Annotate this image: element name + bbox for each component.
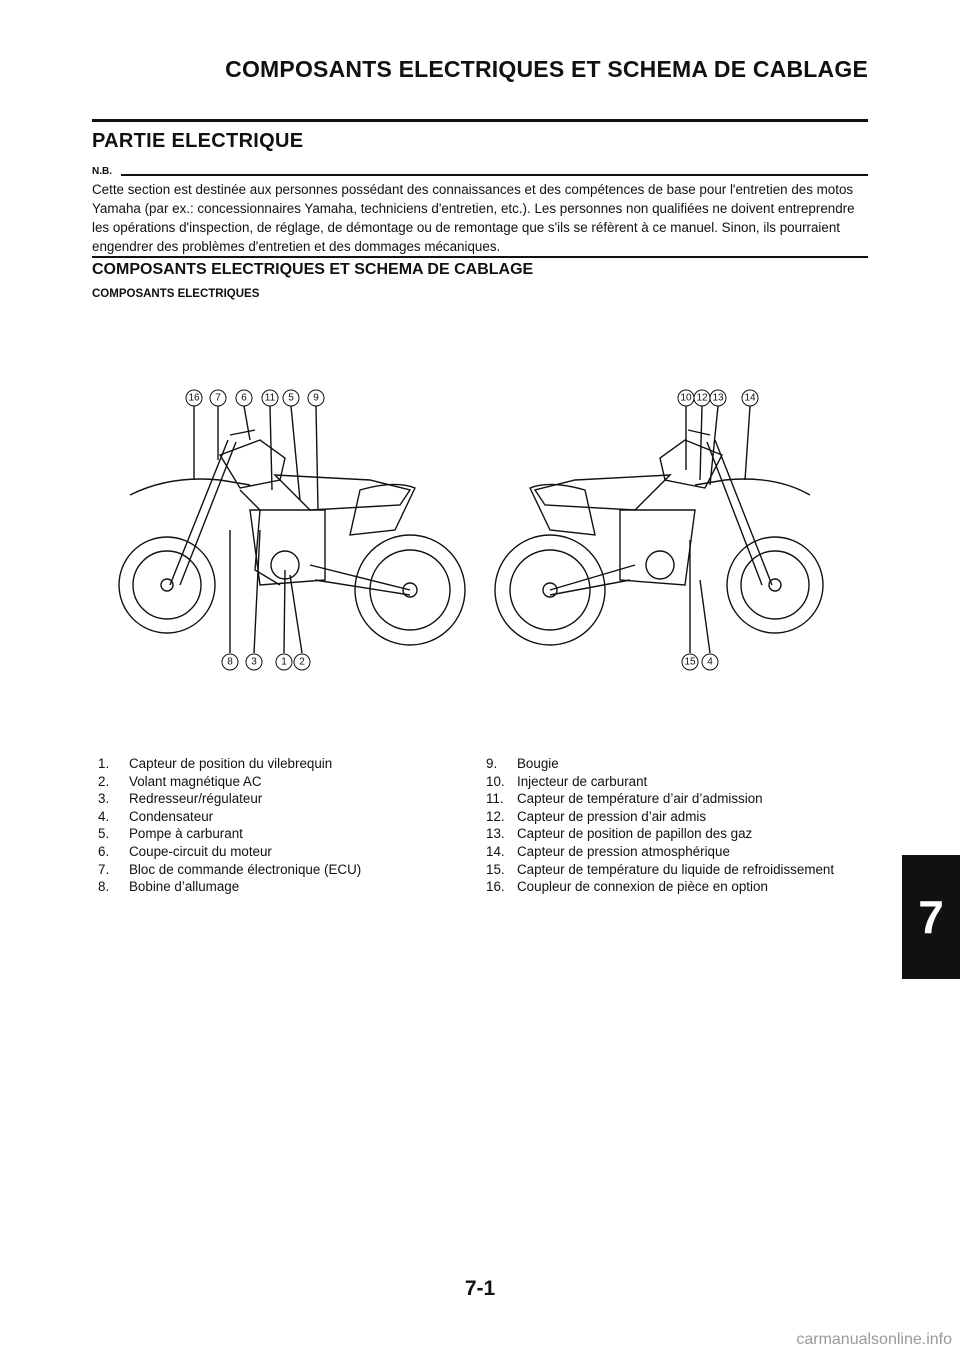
callout-3 — [246, 654, 262, 670]
svg-text:13: 13 — [712, 392, 724, 404]
callout-leader-lines — [194, 406, 750, 653]
callout-1 — [276, 654, 292, 670]
legend-text: Volant magnétique AC — [129, 773, 262, 789]
legend-text: Condensateur — [129, 808, 214, 824]
svg-text:3: 3 — [251, 656, 257, 668]
section-title: PARTIE ELECTRIQUE — [92, 130, 304, 152]
legend-number: 16. — [486, 879, 505, 895]
svg-text:7: 7 — [215, 392, 221, 404]
legend-number: 1. — [98, 756, 110, 771]
callout-11 — [262, 390, 278, 406]
legend-right-column — [486, 755, 876, 896]
callout-8 — [222, 654, 238, 670]
callout-5 — [283, 390, 299, 406]
legend-text: Injecteur de carburant — [517, 773, 648, 789]
note-rule — [121, 174, 868, 176]
subsection-subtitle: COMPOSANTS ELECTRIQUES — [92, 288, 260, 300]
legend-item — [486, 843, 876, 861]
legend-item — [98, 843, 458, 861]
legend-number: 12. — [486, 808, 505, 824]
legend-item — [486, 773, 876, 791]
legend-item — [486, 808, 876, 826]
legend-item — [98, 755, 458, 773]
svg-text:16: 16 — [188, 392, 200, 404]
legend-number: 9. — [486, 756, 498, 771]
legend-item — [98, 878, 458, 896]
legend-text: Capteur de pression d’air admis — [517, 808, 707, 824]
legend-text: Bloc de commande électronique (ECU) — [129, 861, 362, 877]
subsection-rule — [92, 256, 868, 258]
page-number: 7-1 — [464, 1277, 496, 1300]
legend-text: Capteur de pression atmosphérique — [517, 843, 730, 859]
legend-text: Bougie — [517, 756, 559, 771]
legend-item — [486, 861, 876, 879]
legend-item — [486, 878, 876, 896]
legend-number: 6. — [98, 843, 110, 859]
legend-text: Capteur de position de papillon des gaz — [517, 826, 753, 842]
callout-7 — [210, 390, 226, 406]
legend-item — [98, 790, 458, 808]
legend-number: 7. — [98, 861, 110, 877]
legend-item — [98, 861, 458, 879]
callout-14 — [742, 390, 758, 406]
callout-4 — [702, 654, 718, 670]
motorcycle-diagram — [110, 380, 830, 680]
svg-text:8: 8 — [227, 656, 233, 668]
callout-9 — [308, 390, 324, 406]
svg-text:2: 2 — [299, 656, 305, 668]
svg-text:10: 10 — [680, 392, 692, 404]
callout-15 — [682, 654, 698, 670]
legend-left-column — [98, 755, 458, 896]
right-top-callouts — [678, 390, 758, 406]
svg-text:12: 12 — [696, 392, 708, 404]
svg-text:4: 4 — [707, 656, 713, 668]
legend-text: Bobine d’allumage — [129, 879, 240, 895]
page-header-title: COMPOSANTS ELECTRIQUES ET SCHEMA DE CABLAGE — [225, 56, 868, 82]
legend-number: 5. — [98, 826, 110, 842]
legend-text: Coupe-circuit du moteur — [129, 843, 272, 859]
left-bottom-callouts — [222, 654, 310, 670]
callout-13 — [710, 390, 726, 406]
legend-number: 4. — [98, 808, 110, 824]
left-motorcycle-drawing — [119, 430, 465, 645]
left-top-callouts — [186, 390, 324, 406]
note-label: N.B. — [92, 166, 112, 177]
legend-item — [486, 825, 876, 843]
legend-number: 13. — [486, 826, 505, 842]
svg-text:9: 9 — [313, 392, 319, 404]
callout-2 — [294, 654, 310, 670]
callout-12 — [694, 390, 710, 406]
note-text: Cette section est destinée aux personnes possédant des connaissances et des compétences de base pour l'entretien des motos Yamaha (par ex.: concessionnaires Yamaha, techniciens d'entretien, etc.). Les personnes non qualifiées ne doivent entreprendre les opérations d'inspection, de réglage, de démontage ou de remontage que s'ils se réfèrent à ce manuel. Sinon, ils pourraient engendrer des problèmes d'entretien et des dommages mécaniques. — [92, 182, 855, 254]
legend-text: Capteur de température du liquide de refroidissement — [517, 861, 835, 877]
legend-item — [486, 790, 876, 808]
subsection-title: COMPOSANTS ELECTRIQUES ET SCHEMA DE CABLAGE — [92, 261, 534, 278]
legend-number: 8. — [98, 879, 110, 895]
svg-text:14: 14 — [744, 392, 756, 404]
legend-text: Coupleur de connexion de pièce en option — [517, 879, 768, 895]
svg-text:15: 15 — [684, 656, 696, 668]
legend-number: 11. — [486, 791, 504, 807]
legend-number: 14. — [486, 843, 505, 859]
legend-item — [98, 808, 458, 826]
right-motorcycle-drawing — [495, 430, 823, 645]
header-rule — [92, 119, 868, 122]
legend-text: Redresseur/régulateur — [129, 791, 263, 807]
callout-16 — [186, 390, 202, 406]
chapter-tab: 7 — [902, 855, 960, 979]
legend-text: Pompe à carburant — [129, 826, 243, 842]
legend-number: 2. — [98, 773, 110, 789]
callout-6 — [236, 390, 252, 406]
legend-text: Capteur de position du vilebrequin — [129, 756, 333, 771]
watermark: carmanualsonline.info — [796, 1331, 952, 1348]
legend-item — [98, 773, 458, 791]
svg-text:11: 11 — [264, 392, 276, 404]
legend-number: 15. — [486, 861, 505, 877]
legend-item — [98, 825, 458, 843]
legend-number: 10. — [486, 773, 505, 789]
legend-text: Capteur de température d’air d’admission — [517, 791, 763, 807]
svg-text:5: 5 — [288, 392, 294, 404]
svg-text:1: 1 — [281, 656, 287, 668]
legend-number: 3. — [98, 791, 110, 807]
svg-text:6: 6 — [241, 392, 247, 404]
legend-item — [486, 755, 876, 773]
right-bottom-callouts — [682, 654, 718, 670]
callout-10 — [678, 390, 694, 406]
